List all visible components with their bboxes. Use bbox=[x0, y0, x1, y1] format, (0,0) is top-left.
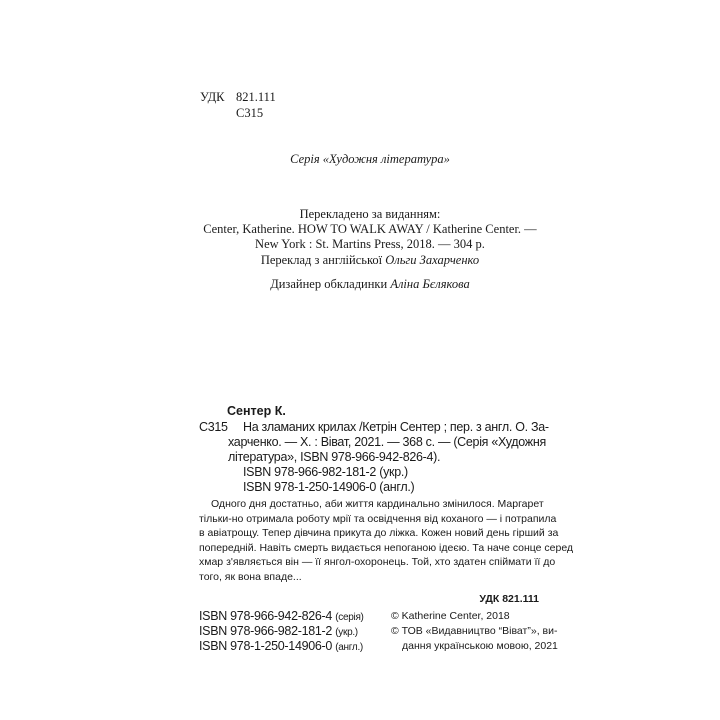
original-edition-heading: Перекладено за виданням: bbox=[299, 207, 441, 221]
annotation-line: тільки-но отримала роботу мрії та освідчення від коханого — і потрапила bbox=[199, 512, 557, 525]
annotation-line: того, як вона впаде... bbox=[199, 570, 302, 583]
isbn-ukr bbox=[199, 624, 358, 638]
annotation-line: в авіатрощу. Тепер дівчина прикута до ліжка. Кожен новий день гірший за bbox=[199, 527, 559, 539]
translator-prefix: Переклад з англійської bbox=[260, 253, 386, 267]
original-edition-line3: New York : St. Martins Press, 2018. — 304 р. bbox=[255, 237, 485, 251]
copyright-publisher-cont: дання українською мовою, 2021 bbox=[402, 640, 558, 652]
original-edition-line2: Center, Katherine. HOW TO WALK AWAY / Katherine Center. — bbox=[203, 222, 537, 236]
copyright-author: © Katherine Center, 2018 bbox=[391, 610, 510, 622]
catalog-isbn-eng: ISBN 978-1-250-14906-0 (англ.) bbox=[243, 480, 415, 494]
isbn-number: ISBN 978-1-250-14906-0 bbox=[199, 639, 333, 653]
designer-prefix: Дизайнер обкладинки bbox=[270, 277, 391, 291]
isbn-number: ISBN 978-966-942-826-4 bbox=[199, 609, 333, 623]
catalog-author: Сентер К. bbox=[227, 404, 286, 418]
catalog-code: С315 bbox=[199, 420, 228, 434]
catalog-line1: На зламаних крилах /Кетрін Сентер ; пер. з англ. О. За- bbox=[243, 420, 549, 434]
isbn-series bbox=[199, 609, 364, 623]
annotation-line: Одного дня достатньо, аби життя кардинально змінилося. Маргарет bbox=[211, 498, 544, 510]
catalog-isbn-ukr: ISBN 978-966-982-181-2 (укр.) bbox=[243, 465, 408, 479]
catalog-line3: література», ISBN 978-966-942-826-4). bbox=[228, 450, 441, 464]
designer-name: Аліна Бєлякова bbox=[390, 277, 470, 291]
series-line bbox=[0, 152, 720, 167]
udc-label: УДК bbox=[200, 90, 225, 104]
annotation-line: попередній. Навіть смерть видається непоганою ідеєю. Та наче сонце серед bbox=[199, 541, 574, 554]
isbn-note: (англ.) bbox=[335, 642, 363, 653]
translator-name: Ольги Захарченко bbox=[385, 253, 480, 267]
series-name: «Художня література» bbox=[322, 152, 450, 166]
series-prefix: Серія bbox=[290, 152, 323, 166]
udc-code: 821.111 bbox=[236, 90, 276, 104]
translator-line bbox=[0, 253, 720, 268]
udc-bottom: УДК 821.111 bbox=[479, 593, 539, 605]
annotation-line: хмар з'являється він — її янгол-охоронець. Той, хто здатен спіймати її до bbox=[199, 556, 556, 568]
isbn-eng bbox=[199, 639, 363, 653]
designer-line bbox=[0, 277, 720, 292]
isbn-note: (серія) bbox=[335, 612, 364, 623]
isbn-number: ISBN 978-966-982-181-2 bbox=[199, 624, 333, 638]
annotation bbox=[199, 497, 574, 584]
copyright-publisher: © ТОВ «Видавництво “Віват”», ви- bbox=[391, 625, 558, 637]
catalog-line2: харченко. — Х. : Віват, 2021. — 368 с. — (Серія «Художня bbox=[228, 435, 546, 449]
bbk-code: С315 bbox=[236, 106, 264, 120]
isbn-note: (укр.) bbox=[335, 627, 358, 638]
